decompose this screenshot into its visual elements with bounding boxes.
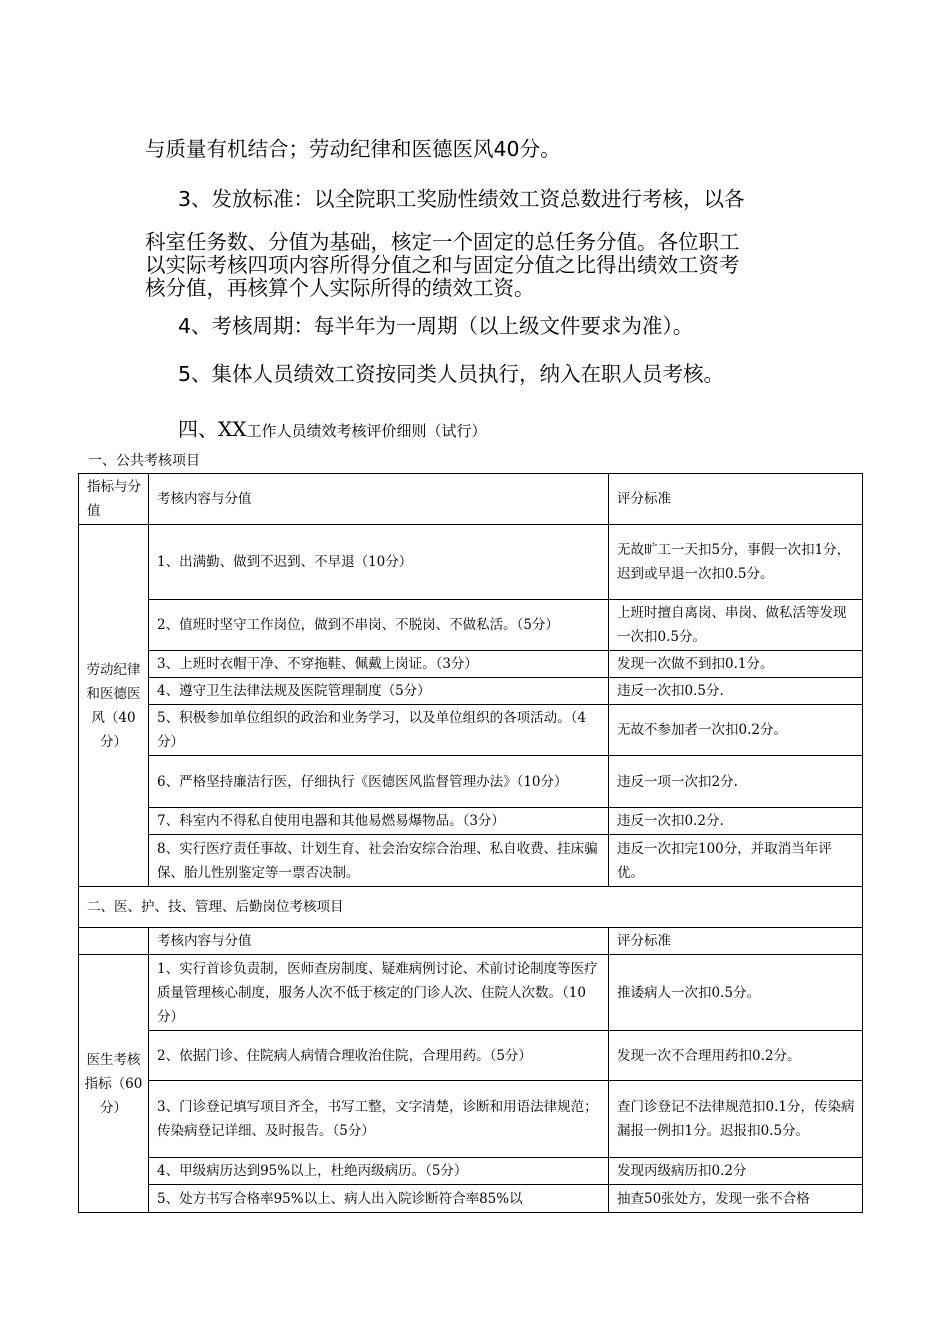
standard-cell: 违反一项一次扣2分. [609, 756, 863, 808]
table-row [79, 835, 863, 887]
content-cell: 1、实行首诊负责制，医师查房制度、疑难病例讨论、术前讨论制度等医疗质量管理核心制度，服务人次不低于核定的门诊人次、住院人次数。（10分） [149, 955, 609, 1031]
table-row [79, 756, 863, 808]
table-row [79, 678, 863, 705]
standard-cell: 无故旷工一天扣5分，事假一次扣1分，迟到或早退一次扣0.5分。 [609, 525, 863, 600]
paragraph-line: 3、发放标准：以全院职工奖励性绩效工资总数进行考核，以各 [178, 187, 745, 211]
standard-cell: 违反一次扣完100分，并取消当年评优。 [609, 835, 863, 887]
header-cell: 考核内容与分值 [149, 928, 609, 955]
category-cell: 医生考核指标（60分） [79, 955, 149, 1213]
standard-cell: 违反一次扣0.5分. [609, 678, 863, 705]
category-cell: 劳动纪律和医德医风（40分） [79, 525, 149, 887]
standard-cell: 抽查50张处方，发现一张不合格 [609, 1185, 863, 1213]
table-row [79, 1185, 863, 1213]
content-cell: 2、值班时坚守工作岗位，做到不串岗、不脱岗、不做私活。（5分） [149, 600, 609, 651]
content-cell: 6、严格坚持廉洁行医，仔细执行《医德医风监督管理办法》（10分） [149, 756, 609, 808]
table-row [79, 651, 863, 678]
header-cell: 考核内容与分值 [149, 474, 609, 525]
standard-cell: 发现一次不合理用药扣0.2分。 [609, 1031, 863, 1081]
standard-cell: 无故不参加者一次扣0.2分。 [609, 705, 863, 756]
content-cell: 1、出满勤、做到不迟到、不早退（10分） [149, 525, 609, 600]
content-cell: 4、甲级病历达到95%以上，杜绝丙级病历。（5分） [149, 1158, 609, 1185]
content-cell: 2、依据门诊、住院病人病情合理收治住院，合理用药。（5分） [149, 1031, 609, 1081]
section-row [79, 887, 863, 928]
standard-cell: 推诿病人一次扣0.5分。 [609, 955, 863, 1031]
standard-cell: 违反一次扣0.2分. [609, 808, 863, 835]
part-heading-cell: 二、医、护、技、管理、后勤岗位考核项目 [79, 887, 863, 928]
assessment-table [78, 473, 863, 1213]
standard-cell: 查门诊登记不法律规范扣0.1分，传染病漏报一例扣1分。迟报扣0.5分。 [609, 1081, 863, 1158]
paragraph-line: 与质量有机结合；劳动纪律和医德医风40分。 [145, 137, 561, 161]
header-cell: 评分标准 [609, 474, 863, 525]
standard-cell: 上班时擅自离岗、串岗、做私活等发现一次扣0.5分。 [609, 600, 863, 651]
table-row [79, 808, 863, 835]
paragraph-line: 核分值，再核算个人实际所得的绩效工资。 [145, 276, 535, 300]
table-row [79, 705, 863, 756]
header-cell [79, 928, 149, 955]
header-cell: 评分标准 [609, 928, 863, 955]
content-cell: 5、处方书写合格率95%以上、病人出入院诊断符合率85%以 [149, 1185, 609, 1213]
table-row [79, 600, 863, 651]
standard-cell: 发现丙级病历扣0.2分 [609, 1158, 863, 1185]
table-row [79, 525, 863, 600]
paragraph-line: 以实际考核四项内容所得分值之和与固定分值之比得出绩效工资考 [145, 253, 740, 277]
section-heading [178, 413, 487, 442]
content-cell: 5、积极参加单位组织的政治和业务学习，以及单位组织的各项活动。（4分） [149, 705, 609, 756]
section-prefix: 四、XX [178, 417, 247, 441]
part-heading: 一、公共考核项目 [88, 453, 200, 469]
content-cell: 4、遵守卫生法律法规及医院管理制度（5分） [149, 678, 609, 705]
paragraph-line: 5、集体人员绩效工资按同类人员执行，纳入在职人员考核。 [178, 362, 725, 386]
table-row [79, 1158, 863, 1185]
table-row [79, 1081, 863, 1158]
table-row [79, 1031, 863, 1081]
paragraph-line: 4、考核周期：每半年为一周期（以上级文件要求为准）。 [178, 314, 694, 338]
content-cell: 8、实行医疗责任事故、计划生育、社会治安综合治理、私自收费、挂床骗保、胎儿性别鉴定等一票否决制。 [149, 835, 609, 887]
table-row [79, 955, 863, 1031]
table-header-row [79, 928, 863, 955]
content-cell: 3、门诊登记填写项目齐全，书写工整，文字清楚，诊断和用语法律规范；传染病登记详细、及时报告。（5分） [149, 1081, 609, 1158]
standard-cell: 发现一次做不到扣0.1分。 [609, 651, 863, 678]
header-cell: 指标与分值 [79, 474, 149, 525]
section-title: 工作人员绩效考核评价细则（试行） [246, 422, 487, 440]
content-cell: 7、科室内不得私自使用电器和其他易燃易爆物品。（3分） [149, 808, 609, 835]
content-cell: 3、上班时衣帽干净、不穿拖鞋、佩戴上岗证。（3分） [149, 651, 609, 678]
paragraph-line: 科室任务数、分值为基础，核定一个固定的总任务分值。各位职工 [145, 230, 740, 254]
table-header-row [79, 474, 863, 525]
